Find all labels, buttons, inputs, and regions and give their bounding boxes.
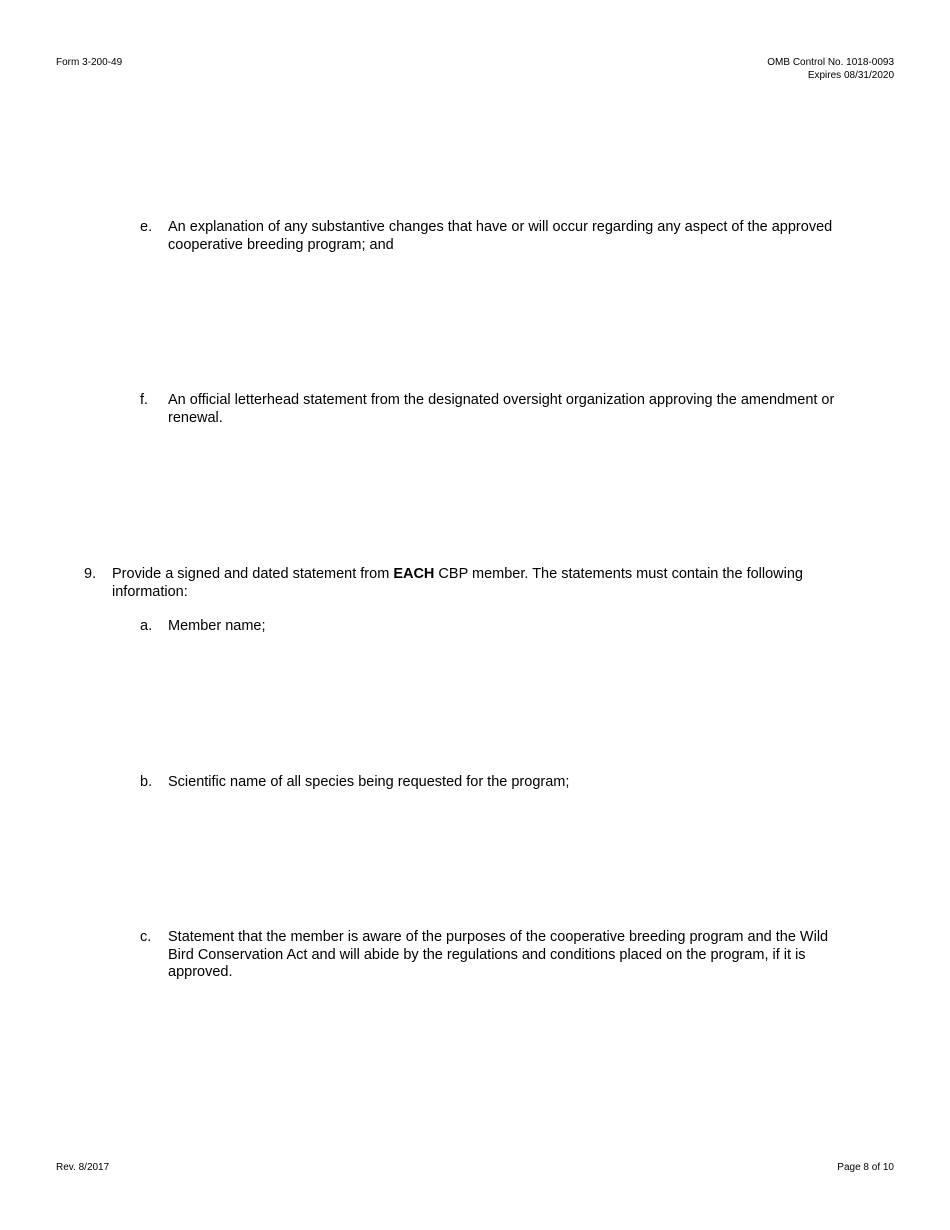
expiration-date: Expires 08/31/2020: [807, 70, 894, 81]
list-item-text: An official letterhead statement from the designated oversight organization approving the amendment or renewal.: [168, 392, 835, 426]
page-number: Page 8 of 10: [837, 1162, 894, 1173]
list-item-a: [140, 618, 840, 636]
list-item-text: Member name;: [168, 618, 266, 634]
text-after: CBP member. The statements must contain the following information:: [112, 566, 803, 600]
list-item-9: [84, 566, 814, 601]
omb-block: [767, 56, 894, 82]
list-item-text: [112, 566, 814, 601]
list-marker: e.: [140, 219, 153, 235]
list-marker: f.: [140, 392, 149, 408]
list-marker: b.: [140, 774, 153, 790]
list-item-text: Statement that the member is aware of the purposes of the cooperative breeding program and the Wild Bird Conservation Act and will abide by the regulations and conditions placed on the program, if it is approved.: [168, 929, 829, 980]
omb-control-number: OMB Control No. 1018-0093: [767, 57, 894, 68]
list-marker: c.: [140, 929, 152, 945]
list-item-e: [140, 219, 840, 254]
emphasis-each: EACH: [393, 566, 435, 582]
list-marker: 9.: [84, 566, 97, 582]
list-item-f: [140, 392, 840, 427]
revision-date: Rev. 8/2017: [56, 1162, 110, 1173]
list-marker: a.: [140, 618, 153, 634]
list-item-b: [140, 774, 840, 792]
text-before: Provide a signed and dated statement from: [112, 566, 394, 582]
form-number: Form 3-200-49: [56, 57, 123, 68]
list-item-text: An explanation of any substantive changes that have or will occur regarding any aspect of the approved cooperative breeding program; and: [168, 219, 833, 253]
list-item-c: [140, 929, 840, 982]
list-item-text: Scientific name of all species being requested for the program;: [168, 774, 570, 790]
